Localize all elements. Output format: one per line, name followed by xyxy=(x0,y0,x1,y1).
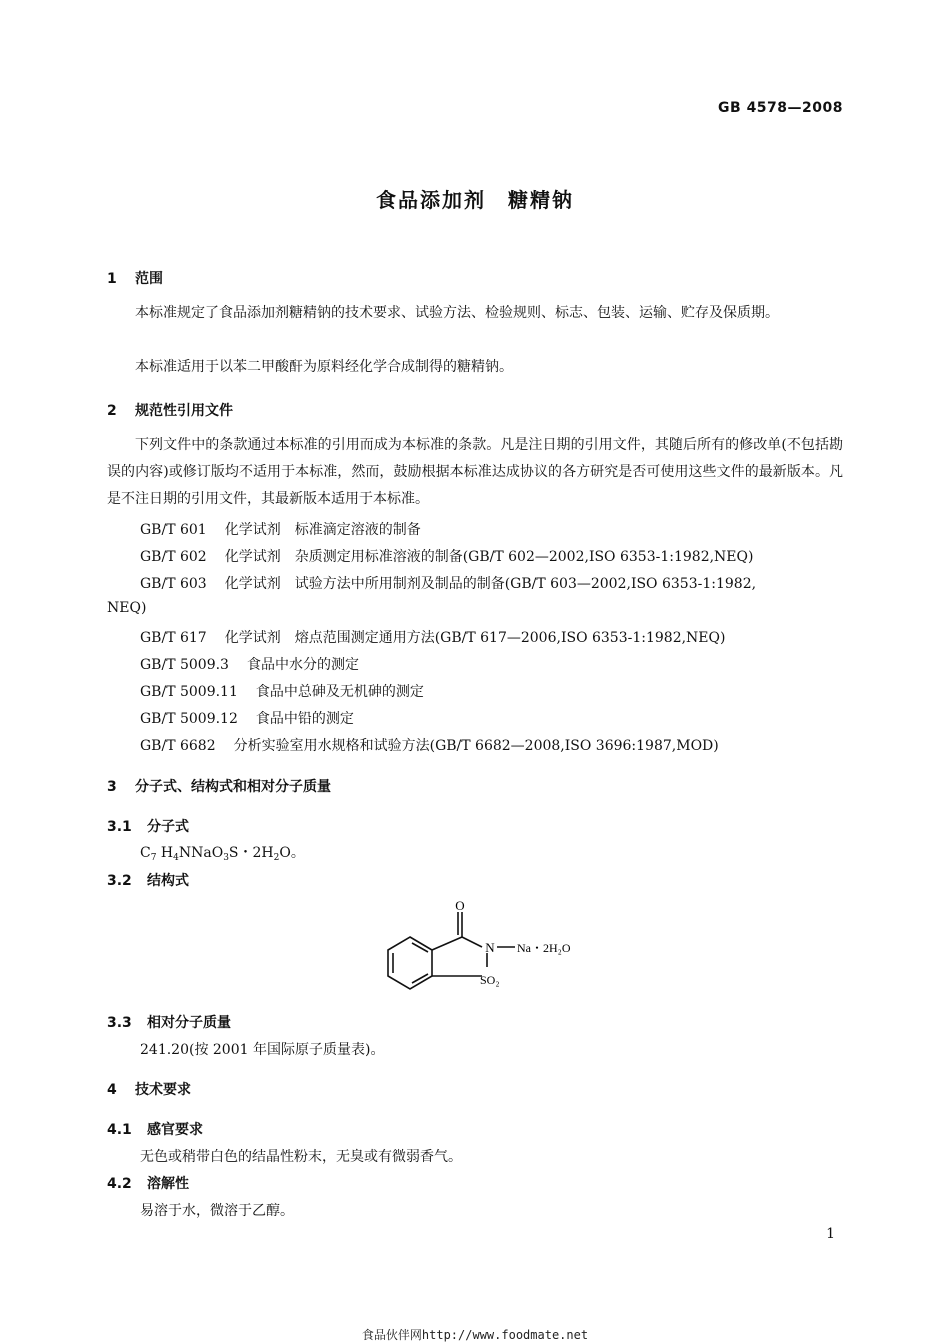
subsection-4-2-heading xyxy=(107,1173,189,1193)
reference-item xyxy=(140,681,424,701)
structural-formula-diagram xyxy=(370,890,590,1000)
subsection-title: 相对分子质量 xyxy=(147,1015,231,1031)
section-title: 技术要求 xyxy=(135,1082,191,1098)
five-membered-ring xyxy=(432,912,515,976)
section-2-heading xyxy=(107,400,233,420)
reference-code: GB/T 603 xyxy=(140,576,207,592)
reference-title: 食品中铅的测定 xyxy=(255,711,354,727)
reference-item xyxy=(140,573,756,593)
subsection-number: 3.2 xyxy=(107,873,132,889)
subsection-3-1-heading xyxy=(107,816,189,836)
subsection-title: 感官要求 xyxy=(147,1122,203,1138)
molecular-formula: $C_7$ $H_4NNaO_3S$・$2H_2O$。 xyxy=(140,845,305,863)
subsection-title: 结构式 xyxy=(147,873,189,889)
document-title: 食品添加剂 糖精钠 xyxy=(376,188,574,212)
section-3-heading xyxy=(107,776,331,796)
reference-title: 食品中水分的测定 xyxy=(246,657,359,673)
section-number: 2 xyxy=(107,403,117,419)
section-number: 1 xyxy=(107,271,117,287)
reference-item xyxy=(140,627,725,647)
solubility-text: 易溶于水，微溶于乙醇。 xyxy=(140,1203,294,1219)
section-4-heading xyxy=(107,1079,191,1099)
sensory-requirements-text: 无色或稍带白色的结晶性粉末，无臭或有微弱香气。 xyxy=(140,1149,462,1165)
scope-paragraph-2: 本标准适用于以苯二甲酸酐为原料经化学合成制得的糖精钠。 xyxy=(135,359,513,375)
reference-item xyxy=(140,735,719,755)
sodium-hydrate-label: Na・2H₂O xyxy=(517,941,571,955)
subsection-number: 3.1 xyxy=(107,819,132,835)
references-intro: 下列文件中的条款通过本标准的引用而成为本标准的条款。凡是注日期的引用文件，其随后所有的修改单(不包括勘误的内容)或修订版均不适用于本标准，然而，鼓励根据本标准达成协议的各方研究是否可使用这些文件的最新版本。凡是不注日期的引用文件，其最新版本适用于本标准。 xyxy=(107,437,843,507)
reference-code: GB/T 617 xyxy=(140,630,207,646)
reference-title: 食品中总砷及无机砷的测定 xyxy=(255,684,424,700)
reference-code: GB/T 602 xyxy=(140,549,207,565)
subsection-4-1-heading xyxy=(107,1119,203,1139)
reference-title: 化学试剂 试验方法中所用制剂及制品的制备(GB/T 603—2002,ISO 6353-1:1982, xyxy=(224,576,757,592)
page-number: 1 xyxy=(826,1226,835,1242)
section-number: 4 xyxy=(107,1082,117,1098)
reference-title: 化学试剂 标准滴定溶液的制备 xyxy=(224,522,421,538)
reference-title: 化学试剂 杂质测定用标准溶液的制备(GB/T 602—2002,ISO 6353-1:1982,NEQ) xyxy=(224,549,754,565)
reference-code: GB/T 601 xyxy=(140,522,207,538)
carbonyl-oxygen-label: O xyxy=(455,898,465,913)
reference-item xyxy=(140,519,421,539)
reference-title: 化学试剂 熔点范围测定通用方法(GB/T 617—2006,ISO 6353-1:1982,NEQ) xyxy=(224,630,726,646)
reference-item xyxy=(140,546,753,566)
subsection-3-3-heading xyxy=(107,1012,231,1032)
section-title: 范围 xyxy=(135,271,163,287)
molecular-mass-text: 241.20(按 2001 年国际原子质量表)。 xyxy=(140,1042,385,1058)
reference-title: 分析实验室用水规格和试验方法(GB/T 6682—2008,ISO 3696:1987,MOD) xyxy=(233,738,719,754)
reference-item xyxy=(140,654,359,674)
section-title: 规范性引用文件 xyxy=(135,403,233,419)
reference-item xyxy=(140,708,354,728)
section-title: 分子式、结构式和相对分子质量 xyxy=(135,779,331,795)
section-number: 3 xyxy=(107,779,117,795)
subsection-title: 分子式 xyxy=(147,819,189,835)
reference-code: GB/T 6682 xyxy=(140,738,216,754)
section-1-heading xyxy=(107,268,163,288)
subsection-number: 4.2 xyxy=(107,1176,132,1192)
reference-continuation: NEQ) xyxy=(107,600,147,616)
reference-code: GB/T 5009.12 xyxy=(140,711,238,727)
subsection-title: 溶解性 xyxy=(147,1176,189,1192)
subsection-number: 3.3 xyxy=(107,1015,132,1031)
standard-code: GB 4578—2008 xyxy=(718,100,843,116)
nitrogen-label: N xyxy=(485,940,495,955)
footer-watermark: 食品伙伴网http://www.foodmate.net xyxy=(361,1328,589,1342)
benzene-ring xyxy=(388,937,432,989)
sulfonyl-label: SO₂ xyxy=(480,973,500,987)
scope-paragraph-1: 本标准规定了食品添加剂糖精钠的技术要求、试验方法、检验规则、标志、包装、运输、贮存及保质期。 xyxy=(135,305,779,321)
subsection-3-2-heading xyxy=(107,870,189,890)
reference-code: GB/T 5009.11 xyxy=(140,684,238,700)
reference-code: GB/T 5009.3 xyxy=(140,657,229,673)
subsection-number: 4.1 xyxy=(107,1122,132,1138)
